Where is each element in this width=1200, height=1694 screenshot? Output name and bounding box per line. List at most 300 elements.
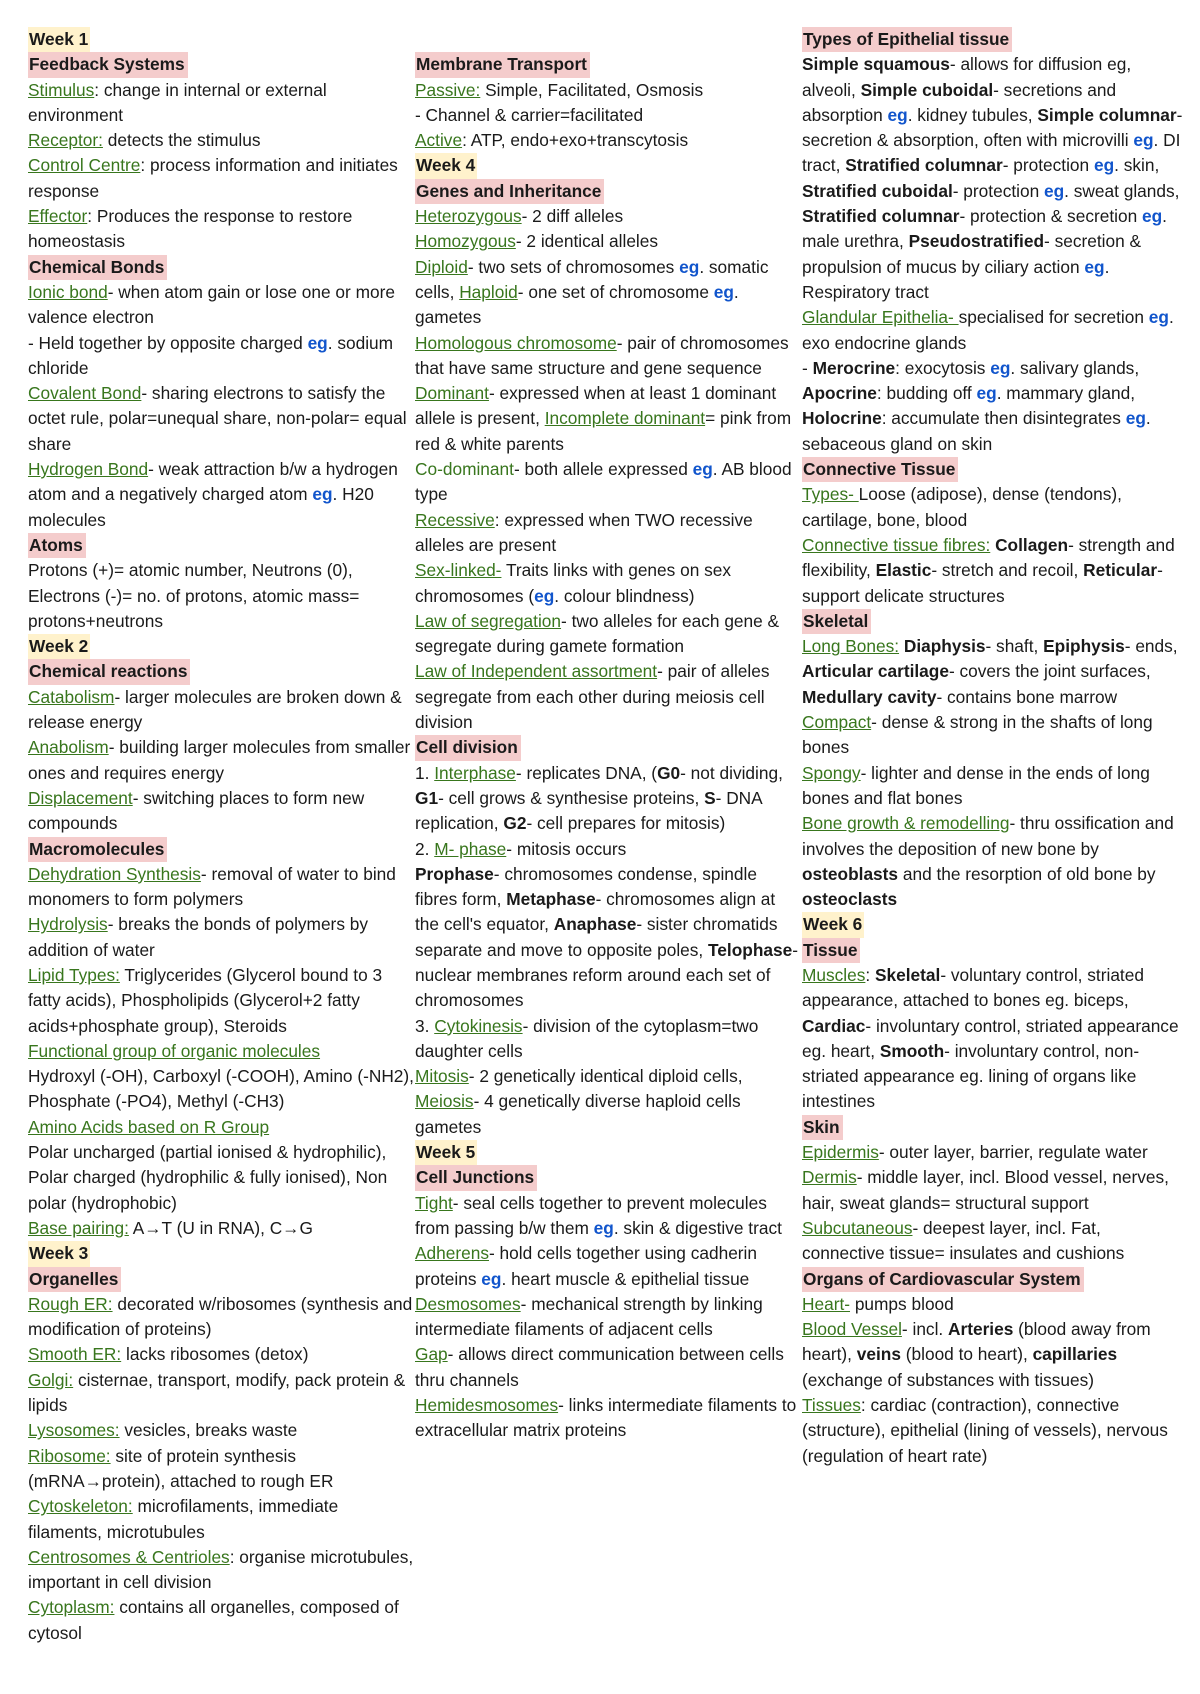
note-text: 2.: [415, 838, 435, 859]
note-entry: [28, 1545, 415, 1596]
term-label: Epidermis: [802, 1142, 879, 1163]
example-marker: eg: [990, 357, 1011, 378]
term-label: Smooth ER:: [28, 1344, 122, 1365]
term-label: Hydrogen Bond: [28, 459, 149, 480]
example-marker: eg: [679, 256, 700, 277]
note-text: . H20 molecules: [28, 484, 374, 530]
note-text: - links intermediate filaments to extracellular matrix proteins: [415, 1395, 797, 1441]
note-text: . heart muscle & epithelial tissue: [501, 1268, 750, 1289]
note-text: (blood to heart),: [900, 1344, 1033, 1365]
term-label: Covalent Bond: [28, 383, 142, 404]
note-text: - mitosis occurs: [506, 838, 627, 859]
section-heading: [802, 457, 1188, 482]
note-text: - secretion & propulsion of mucus by ciliary action: [802, 231, 1142, 277]
note-text: . kidney tubules,: [907, 104, 1038, 125]
note-entry: [28, 280, 415, 331]
note-entry: [802, 963, 1188, 1115]
note-text: - building larger molecules from smaller ones and requires energy: [28, 737, 411, 783]
example-marker: eg: [312, 484, 333, 505]
note-entry: [28, 1115, 415, 1140]
note-text: . DI tract,: [802, 130, 1181, 176]
note-text: - lighter and dense in the ends of long bones and flat bones: [802, 762, 1150, 808]
note-text: site of protein synthesis (mRNA→protein), attached to rough ER: [28, 1445, 334, 1491]
bold-term: Simple cuboidal: [860, 79, 994, 100]
note-text: 3.: [415, 1015, 435, 1036]
section-heading: [28, 533, 415, 558]
note-entry: [802, 533, 1188, 609]
note-entry: [802, 305, 1188, 356]
term-label: Gap: [415, 1344, 448, 1365]
bold-term: Skeletal: [875, 964, 941, 985]
section-heading: [802, 1267, 1188, 1292]
bold-term: Elastic: [875, 560, 932, 581]
note-entry: [415, 1064, 802, 1140]
example-marker: eg: [713, 281, 734, 302]
note-text: detects the stimulus: [102, 130, 261, 151]
section-heading: [28, 837, 415, 862]
week-label: Week 5: [415, 1140, 477, 1165]
term-label: Spongy: [802, 762, 861, 783]
section-heading: [415, 179, 802, 204]
term-label: Functional group of organic molecules: [28, 1040, 321, 1061]
note-text: - support delicate structures: [802, 560, 1163, 606]
note-entry: [28, 1140, 415, 1216]
bold-term: S: [704, 787, 716, 808]
note-text: - dense & strong in the shafts of long bones: [802, 712, 1153, 758]
note-text: : change in internal or external environment: [28, 79, 327, 125]
note-text: : budding off: [876, 383, 977, 404]
example-marker: eg: [692, 459, 713, 480]
note-entry: [802, 1140, 1188, 1165]
example-marker: eg: [1084, 256, 1105, 277]
bold-term: Medullary cavity: [802, 686, 937, 707]
note-text: Traits links with genes on sex chromosomes (: [415, 560, 732, 606]
note-entry: [415, 1342, 802, 1393]
term-label: Dominant: [415, 383, 489, 404]
note-text: specialised for secretion: [958, 307, 1149, 328]
note-text: - covers the joint surfaces,: [948, 661, 1151, 682]
term-label: Homozygous: [415, 231, 516, 252]
term-label: Dermis: [802, 1167, 857, 1188]
note-text: - larger molecules are broken down & release energy: [28, 686, 402, 733]
note-entry: [28, 153, 415, 204]
note-entry: [28, 685, 415, 736]
note-entry: [28, 862, 415, 913]
note-entry: [28, 1418, 415, 1443]
note-text: : exocytosis: [895, 357, 991, 378]
section-heading: [802, 1115, 1188, 1140]
term-label: Incomplete dominant: [544, 408, 706, 429]
section-heading: [802, 938, 1188, 963]
note-text: Triglycerides (Glycerol bound to 3 fatty acids), Phospholipids (Glycerol+2 fatty acids+phosphate group), Steroids: [28, 964, 383, 1036]
section-label: Organs of Cardiovascular System: [802, 1267, 1084, 1292]
note-text: - middle layer, incl. Blood vessel, nerves, hair, sweat glands= structural support: [802, 1167, 1169, 1213]
column-spacer: [415, 27, 802, 52]
note-entry: [28, 1444, 415, 1495]
note-entry: [28, 735, 415, 786]
week-label: Week 4: [415, 153, 477, 178]
note-text: lacks ribosomes (detox): [121, 1344, 309, 1365]
note-text: - allows direct communication between cells thru channels: [415, 1344, 784, 1390]
week-heading: [28, 27, 415, 52]
note-text: -: [802, 357, 813, 378]
note-entry: [415, 1241, 802, 1292]
term-label: Homologous chromosome: [415, 332, 617, 353]
example-marker: eg: [307, 332, 328, 353]
bold-term: Stratified cuboidal: [802, 180, 953, 201]
note-text: - Held together by opposite charged: [28, 332, 308, 353]
note-entry: [415, 609, 802, 660]
note-text: decorated w/ribosomes (synthesis and modification of proteins): [28, 1293, 413, 1340]
term-label: Dehydration Synthesis: [28, 863, 201, 884]
note-entry: [28, 963, 415, 1039]
section-heading: [28, 659, 415, 684]
term-label: Muscles: [802, 964, 866, 985]
note-entry: [415, 761, 802, 837]
bold-term: Cardiac: [802, 1015, 866, 1036]
note-entry: [28, 1342, 415, 1367]
note-text: - removal of water to bind monomers to form polymers: [28, 863, 396, 910]
note-text: - 2 identical alleles: [515, 231, 659, 252]
note-text: - allows for diffusion eg, alveoli,: [802, 54, 1132, 100]
note-entry: [415, 128, 802, 153]
note-entry: [415, 229, 802, 254]
note-text: - involuntary control, striated appearance eg. heart,: [802, 1015, 1179, 1061]
term-label: Anabolism: [28, 737, 109, 758]
note-entry: [28, 912, 415, 963]
note-entry: [415, 78, 802, 103]
term-label: Catabolism: [28, 686, 115, 707]
note-text: - one set of chromosome: [517, 281, 714, 302]
note-text: - Channel & carrier=facilitated: [415, 104, 644, 125]
note-text: - two alleles for each gene & segregate during gamete formation: [415, 610, 780, 657]
note-text: - protection: [1002, 155, 1094, 176]
term-label: Control Centre: [28, 155, 141, 176]
term-label: Lysosomes:: [28, 1420, 120, 1441]
note-text: - DNA replication,: [415, 787, 762, 834]
note-text: - mechanical strength by linking intermediate filaments of adjacent cells: [415, 1293, 763, 1340]
bold-term: Arteries: [948, 1319, 1014, 1340]
note-entry: [802, 1165, 1188, 1216]
note-text: . exo endocrine glands: [802, 307, 1174, 353]
term-label: Active: [415, 130, 463, 151]
bold-term: Diaphysis: [903, 636, 986, 657]
note-text: - strength and flexibility,: [802, 534, 1175, 581]
note-entry: [28, 204, 415, 255]
note-entry: [28, 128, 415, 153]
note-text: - nuclear membranes reform around each set of chromosomes: [415, 939, 798, 1011]
term-label: Meiosis: [415, 1091, 474, 1112]
note-entry: [28, 331, 415, 382]
note-text: and the resorption of old bone by: [898, 863, 1156, 884]
section-heading: [28, 255, 415, 280]
note-text: (blood away from heart),: [802, 1319, 1151, 1365]
section-label: Atoms: [28, 533, 86, 558]
note-entry: [415, 381, 802, 457]
note-text: : Produces the response to restore homeostasis: [28, 206, 353, 252]
notes-column-2: [415, 27, 802, 1667]
week-label: Week 2: [28, 634, 90, 659]
section-heading: [415, 735, 802, 760]
term-label: Tissues: [802, 1395, 861, 1416]
note-entry: [802, 1317, 1188, 1393]
note-entry: [28, 381, 415, 457]
example-marker: eg: [1141, 206, 1163, 227]
note-entry: [415, 103, 802, 128]
note-text: : cardiac (contraction), connective (structure), epithelial (lining of vessels), nervous (regulation of heart rate): [802, 1395, 1168, 1466]
note-entry: [802, 1292, 1188, 1317]
bold-term: Telophase: [708, 939, 793, 960]
note-text: cisternae, transport, modify, pack protein & lipids: [28, 1369, 406, 1416]
note-text: - chromosomes condense, spindle fibres form,: [415, 863, 757, 910]
note-text: - 2 diff alleles: [521, 206, 624, 227]
note-text: = pink from red & white parents: [415, 408, 792, 454]
section-label: Chemical reactions: [28, 659, 190, 684]
note-text: - protection & secretion: [959, 206, 1142, 227]
note-text: microfilaments, immediate filaments, microtubules: [28, 1496, 339, 1542]
note-text: . sodium chloride: [28, 332, 394, 378]
section-heading: [28, 1267, 415, 1292]
term-label: Co-dominant: [415, 459, 514, 480]
note-text: - not dividing,: [680, 762, 783, 783]
note-text: . somatic cells,: [415, 256, 769, 302]
note-text: - involuntary control, non-striated appearance eg. lining of organs like intestines: [802, 1040, 1140, 1112]
note-text: . skin,: [1114, 155, 1160, 176]
week-heading: [802, 912, 1188, 937]
note-text: - voluntary control, striated appearance, attached to bones eg. biceps,: [802, 964, 1144, 1011]
note-text: - stretch and recoil,: [931, 560, 1084, 581]
note-text: . gametes: [415, 281, 739, 328]
term-label: Mitosis: [415, 1066, 469, 1087]
bold-term: Collagen: [995, 534, 1069, 555]
term-label: Types-: [802, 484, 859, 505]
note-entry: [28, 1064, 415, 1115]
note-text: : organise microtubules, important in cell division: [28, 1546, 414, 1593]
term-label: Interphase: [434, 762, 516, 783]
section-label: Membrane Transport: [415, 52, 590, 77]
note-entry: [28, 1039, 415, 1064]
note-text: - 2 genetically identical diploid cells,: [468, 1066, 743, 1087]
note-text: - protection: [952, 180, 1044, 201]
term-label: Ribosome:: [28, 1445, 111, 1466]
bold-term: veins: [856, 1344, 901, 1365]
note-entry: [415, 457, 802, 508]
note-entry: [802, 634, 1188, 710]
term-label: Glandular Epithelia-: [802, 307, 959, 328]
note-entry: [415, 862, 802, 1014]
bold-term: Simple columnar: [1037, 104, 1177, 125]
term-label: Cytokinesis: [434, 1015, 523, 1036]
notes-column-3: [802, 27, 1188, 1667]
note-text: : expressed when TWO recessive alleles are present: [415, 509, 753, 555]
section-label: Skin: [802, 1115, 843, 1140]
bold-term: capillaries: [1032, 1344, 1118, 1365]
week-heading: [415, 1140, 802, 1165]
term-label: Displacement: [28, 787, 133, 808]
note-text: . male urethra,: [802, 206, 1167, 252]
note-text: - hold cells together using cadherin proteins: [415, 1243, 758, 1289]
note-text: - when atom gain or lose one or more valence electron: [28, 281, 395, 328]
section-label: Cell Junctions: [415, 1165, 537, 1190]
note-entry: [802, 1393, 1188, 1469]
week-heading: [415, 153, 802, 178]
note-text: - two sets of chromosomes: [467, 256, 680, 277]
note-entry: [415, 1014, 802, 1065]
note-text: - switching places to form new compounds: [28, 787, 365, 834]
bold-term: Holocrine: [802, 408, 882, 429]
note-text: Loose (adipose), dense (tendons), cartilage, bone, blood: [802, 484, 1122, 530]
section-label: Genes and Inheritance: [415, 179, 604, 204]
note-text: - contains bone marrow: [936, 686, 1118, 707]
note-entry: [415, 659, 802, 735]
term-label: Haploid: [459, 281, 518, 302]
note-text: Simple, Facilitated, Osmosis: [480, 79, 704, 100]
note-text: Protons (+)= atomic number, Neutrons (0), Electrons (-)= no. of protons, atomic mass= protons+neutrons: [28, 560, 360, 631]
note-entry: [28, 558, 415, 634]
term-label: Law of Independent assortment: [415, 661, 658, 682]
term-label: Hemidesmosomes: [415, 1395, 559, 1416]
example-marker: eg: [1093, 155, 1115, 176]
section-label: Cell division: [415, 735, 521, 760]
note-text: . AB blood type: [415, 459, 792, 505]
section-heading: [28, 52, 415, 77]
note-text: . colour blindness): [554, 585, 695, 606]
term-label: Ionic bond: [28, 281, 108, 302]
term-label: Base pairing:: [28, 1217, 129, 1238]
term-label: Cytoplasm:: [28, 1597, 115, 1618]
section-label: Skeletal: [802, 609, 871, 634]
term-label: Subcutaneous: [802, 1217, 913, 1238]
note-text: : accumulate then disintegrates: [881, 408, 1126, 429]
section-label: Chemical Bonds: [28, 255, 167, 280]
note-text: - secretion & absorption, often with microvilli: [802, 104, 1183, 151]
example-marker: eg: [1148, 307, 1169, 328]
bold-term: Reticular: [1083, 560, 1158, 581]
note-text: contains all organelles, composed of cytosol: [28, 1597, 399, 1643]
term-label: Amino Acids based on R Group: [28, 1116, 270, 1137]
note-text: - chromosomes align at the cell's equator,: [415, 889, 776, 935]
bold-term: Simple squamous: [802, 54, 950, 75]
section-label: Organelles: [28, 1267, 121, 1292]
note-text: - weak attraction b/w a hydrogen atom and a negatively charged atom: [28, 459, 398, 505]
term-label: M- phase: [434, 838, 507, 859]
section-label: Tissue: [802, 938, 860, 963]
note-text: (exchange of substances with tissues): [802, 1369, 1095, 1390]
note-text: - secretions and absorption: [802, 79, 1117, 125]
note-entry: [28, 1292, 415, 1343]
term-label: Golgi:: [28, 1369, 74, 1390]
note-entry: [28, 1494, 415, 1545]
note-text: - both allele expressed: [513, 459, 693, 480]
bold-term: Stratified columnar: [845, 155, 1003, 176]
note-text: - 4 genetically diverse haploid cells gametes: [415, 1091, 741, 1137]
note-text: - thru ossification and involves the deposition of new bone by: [802, 813, 1174, 859]
week-label: Week 6: [802, 912, 864, 937]
note-text: - sister chromatids separate and move to opposite poles,: [415, 914, 778, 960]
note-text: - ends,: [1124, 636, 1178, 657]
note-text: - sharing electrons to satisfy the octet rule, polar=unequal share, non-polar= equal share: [28, 383, 407, 454]
note-text: - pair of alleles segregate from each other during meiosis cell division: [415, 661, 770, 733]
example-marker: eg: [1133, 130, 1154, 151]
term-label: Cytoskeleton:: [28, 1496, 133, 1517]
note-entry: [415, 331, 802, 382]
study-notes-sheet: [28, 27, 1188, 1667]
note-entry: [415, 1393, 802, 1444]
note-text: : ATP, endo+exo+transcytosis: [462, 130, 689, 151]
week-heading: [28, 634, 415, 659]
bold-term: G1: [415, 787, 439, 808]
note-text: - division of the cytoplasm=two daughter cells: [415, 1015, 759, 1061]
note-text: - deepest layer, incl. Fat, connective tissue= insulates and cushions: [802, 1217, 1125, 1264]
note-text: - outer layer, barrier, regulate water: [878, 1142, 1148, 1163]
example-marker: eg: [1125, 408, 1146, 429]
term-label: Long Bones:: [802, 636, 900, 657]
term-label: Bone growth & remodelling: [802, 813, 1010, 834]
note-entry: [802, 811, 1188, 912]
term-label: Adherens: [415, 1243, 489, 1264]
bold-term: Stratified columnar: [802, 206, 960, 227]
note-entry: [802, 710, 1188, 761]
note-text: - breaks the bonds of polymers by addition of water: [28, 914, 369, 960]
term-label: Passive:: [415, 79, 481, 100]
note-text: pumps blood: [850, 1293, 954, 1314]
term-label: Heterozygous: [415, 206, 522, 227]
bold-term: Apocrine: [802, 383, 877, 404]
bold-term: Metaphase: [506, 889, 596, 910]
note-text: 1.: [415, 762, 435, 783]
note-text: - incl.: [901, 1319, 949, 1340]
example-marker: eg: [534, 585, 555, 606]
note-entry: [802, 356, 1188, 457]
note-entry: [415, 508, 802, 559]
note-text: - pair of chromosomes that have same structure and gene sequence: [415, 332, 789, 378]
note-text: - expressed when at least 1 dominant allele is present,: [415, 383, 777, 429]
bold-term: Anaphase: [553, 914, 637, 935]
note-text: . sebaceous gland on skin: [802, 408, 1151, 454]
section-heading: [802, 27, 1188, 52]
note-entry: [802, 1216, 1188, 1267]
term-label: Tight: [415, 1192, 453, 1213]
bold-term: G2: [503, 813, 527, 834]
note-text: Hydroxyl (-OH), Carboxyl (-COOH), Amino (-NH2), Phosphate (-PO4), Methyl (-CH3): [28, 1066, 414, 1112]
section-heading: [415, 52, 802, 77]
note-text: . sweat glands,: [1064, 180, 1180, 201]
note-text: . salivary glands,: [1010, 357, 1140, 378]
example-marker: eg: [976, 383, 997, 404]
note-text: . mammary gland,: [996, 383, 1135, 404]
week-label: Week 1: [28, 27, 90, 52]
term-label: Connective tissue fibres:: [802, 534, 991, 555]
term-label: Rough ER:: [28, 1293, 113, 1314]
note-text: - cell grows & synthesise proteins,: [438, 787, 705, 808]
bold-term: Merocrine: [812, 357, 896, 378]
bold-term: Pseudostratified: [908, 231, 1045, 252]
note-text: - cell prepares for mitosis): [526, 813, 726, 834]
note-text: A→T (U in RNA), C→G: [128, 1217, 313, 1238]
note-entry: [415, 837, 802, 862]
term-label: Desmosomes: [415, 1293, 521, 1314]
bold-term: Articular cartilage: [802, 661, 949, 682]
note-text: . Respiratory tract: [802, 256, 1110, 302]
term-label: Centrosomes & Centrioles: [28, 1546, 230, 1567]
note-entry: [28, 1216, 415, 1241]
term-label: Lipid Types:: [28, 964, 120, 985]
notes-column-1: [28, 27, 415, 1667]
bold-term: Smooth: [879, 1040, 945, 1061]
note-text: - shaft,: [985, 636, 1044, 657]
example-marker: eg: [481, 1268, 502, 1289]
term-label: Sex-linked-: [415, 560, 502, 581]
